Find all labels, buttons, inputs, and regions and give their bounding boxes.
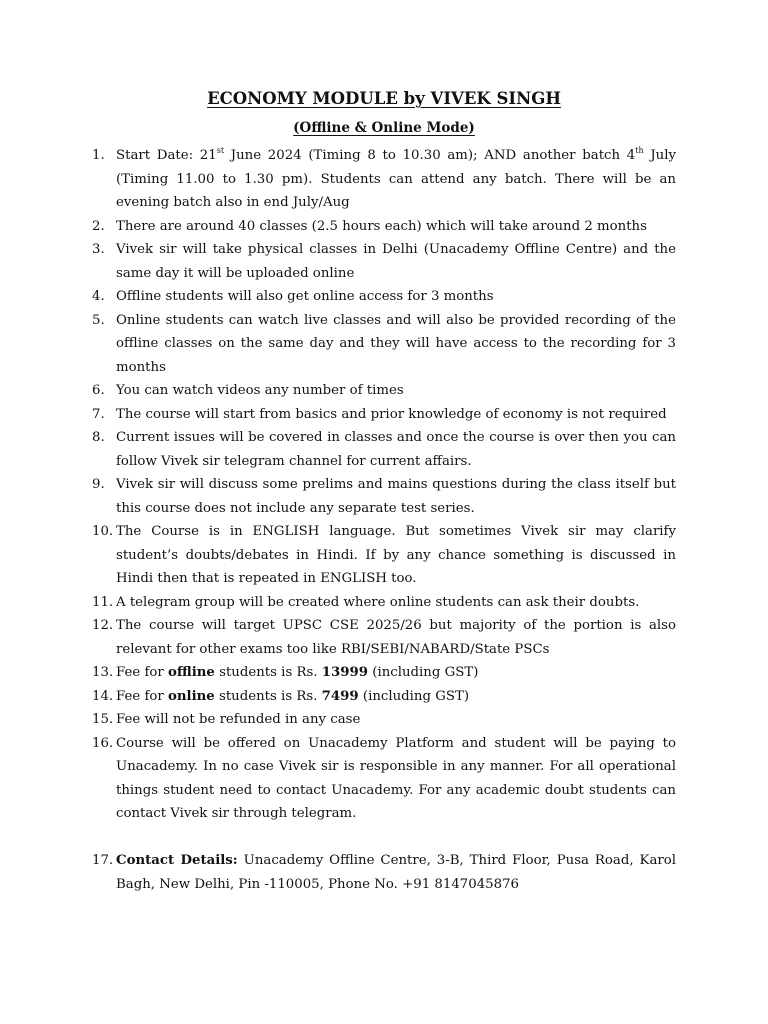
list-item-8 bbox=[92, 426, 676, 473]
item-text: Current issues will be covered in classes and once the course is over then you can follow Vivek sir telegram channel for current affairs. bbox=[116, 430, 676, 469]
item-number: 8. bbox=[92, 430, 105, 445]
list-item-10 bbox=[92, 520, 676, 591]
document-title: ECONOMY MODULE by VIVEK SINGH bbox=[207, 89, 561, 108]
item-text: Vivek sir will discuss some prelims and mains questions during the class itself but this course does not include any separate test series. bbox=[116, 477, 676, 516]
fee-amount-online: 7499 bbox=[321, 688, 359, 704]
list-item-3 bbox=[92, 238, 676, 285]
list-item-1 bbox=[92, 144, 676, 215]
list-item-4 bbox=[92, 285, 676, 309]
item-text: Course will be offered on Unacademy Platform and student will be paying to Unacademy. In no case Vivek sir is responsible in any manner. For all operational things student need to contact Unacademy. For any academic doubt students can contact Vivek sir through telegram. bbox=[116, 735, 676, 821]
document-subtitle: (Offline & Online Mode) bbox=[293, 120, 475, 136]
list-item-17 bbox=[92, 849, 676, 896]
list-item-15 bbox=[92, 708, 676, 732]
item-text: Fee for offline students is Rs. 13999 (including GST) bbox=[116, 665, 479, 680]
list-item-9 bbox=[92, 473, 676, 520]
item-number: 4. bbox=[92, 289, 105, 304]
list-item-2 bbox=[92, 215, 676, 239]
list-item-16 bbox=[92, 732, 676, 826]
item-text: There are around 40 classes (2.5 hours each) which will take around 2 months bbox=[116, 218, 647, 234]
item-text: The course will target UPSC CSE 2025/26 but majority of the portion is also relevant for other exams too like RBI/SEBI/NABARD/State PSCs bbox=[116, 618, 676, 657]
contact-details-label: Contact Details: bbox=[116, 853, 238, 868]
item-text: Offline students will also get online access for 3 months bbox=[116, 289, 494, 304]
item-number: 17. bbox=[92, 853, 114, 868]
fee-mode-offline: offline bbox=[167, 665, 215, 680]
list-item-11 bbox=[92, 591, 676, 615]
item-number: 9. bbox=[92, 477, 105, 492]
item-number: 3. bbox=[92, 242, 105, 257]
item-text: Fee will not be refunded in any case bbox=[116, 712, 361, 727]
item-number: 11. bbox=[92, 594, 114, 610]
item-number: 6. bbox=[92, 383, 105, 398]
item-text: Start Date: 21st June 2024 (Timing 8 to 10.30 am); AND another batch 4th July (Timing 11.00 to 1.30 pm). Students can attend any batch. There will be an evening batch also in end July/Aug bbox=[116, 146, 676, 210]
list-item-14 bbox=[92, 685, 676, 709]
list-item-7 bbox=[92, 403, 676, 427]
item-number: 7. bbox=[92, 406, 105, 422]
item-number: 15. bbox=[92, 712, 114, 727]
list-item-5 bbox=[92, 309, 676, 380]
item-text: The course will start from basics and prior knowledge of economy is not required bbox=[116, 406, 667, 422]
item-text: A telegram group will be created where online students can ask their doubts. bbox=[116, 594, 640, 610]
item-number: 10. bbox=[92, 524, 114, 539]
item-text: You can watch videos any number of times bbox=[116, 383, 404, 398]
item-number: 5. bbox=[92, 312, 105, 328]
item-number: 13. bbox=[92, 665, 114, 680]
item-number: 12. bbox=[92, 618, 114, 633]
item-text: Vivek sir will take physical classes in Delhi (Unacademy Offline Centre) and the same day it will be uploaded online bbox=[116, 242, 676, 281]
fee-amount-offline: 13999 bbox=[321, 665, 369, 680]
item-text: Contact Details: Unacademy Offline Centre, 3-B, Third Floor, Pusa Road, Karol Bagh, New Delhi, Pin -110005, Phone No. +91 8147045876 bbox=[116, 853, 676, 892]
item-text: The Course is in ENGLISH language. But sometimes Vivek sir may clarify student’s doubts/debates in Hindi. If by any chance something is discussed in Hindi then that is repeated in ENGLISH too. bbox=[116, 524, 676, 586]
item-number: 1. bbox=[92, 148, 105, 163]
details-list bbox=[92, 144, 676, 896]
item-text: Fee for online students is Rs. 7499 (including GST) bbox=[116, 688, 470, 704]
fee-mode-online: online bbox=[167, 688, 215, 704]
list-item-6 bbox=[92, 379, 676, 403]
item-number: 2. bbox=[92, 218, 105, 234]
item-number: 14. bbox=[92, 688, 114, 704]
item-text: Online students can watch live classes and will also be provided recording of the offline classes on the same day and they will have access to the recording for 3 months bbox=[116, 312, 676, 375]
list-item-12 bbox=[92, 614, 676, 661]
item-number: 16. bbox=[92, 735, 114, 751]
list-item-13 bbox=[92, 661, 676, 685]
